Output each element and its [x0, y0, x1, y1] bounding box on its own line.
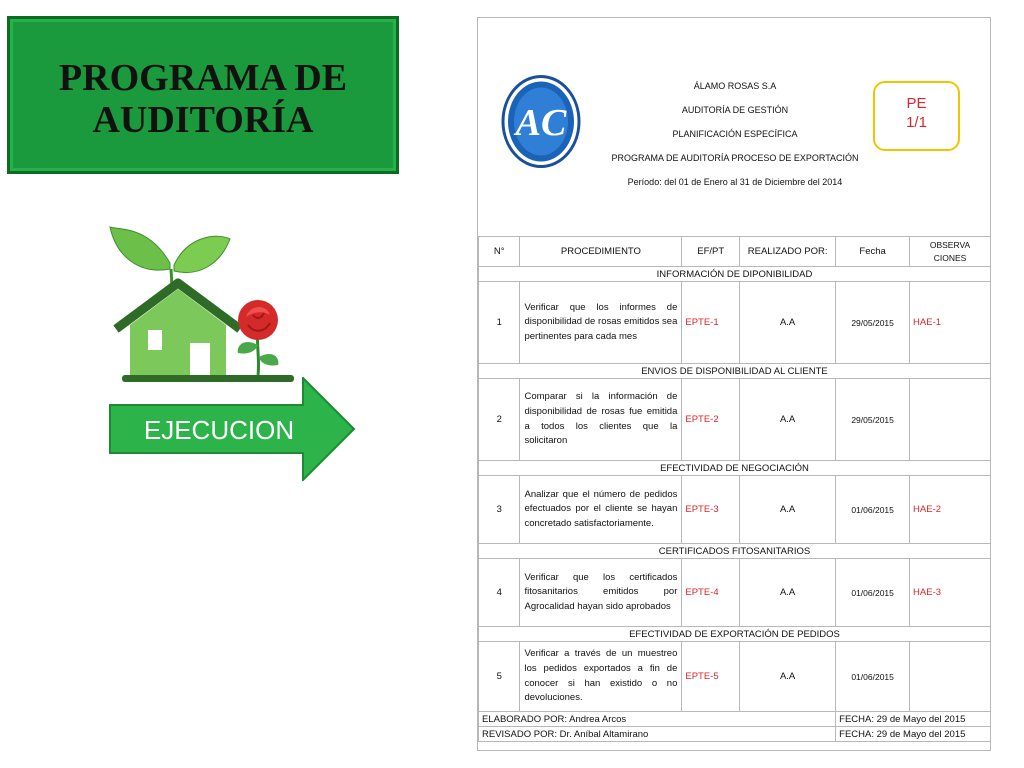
page-code-box: [873, 81, 960, 151]
audit-table: [478, 236, 991, 742]
row-efpt: EPTE-3: [682, 476, 740, 544]
row-done-by: A.A: [740, 379, 836, 461]
footer-row-prepared: [479, 712, 991, 727]
pe-page: 1/1: [906, 114, 927, 131]
section-title: EFECTIVIDAD DE EXPORTACIÓN DE PEDIDOS: [479, 627, 991, 642]
row-observation: [910, 379, 991, 461]
row-efpt: EPTE-1: [682, 282, 740, 364]
section-row: [479, 544, 991, 559]
row-date: 01/06/2015: [836, 642, 910, 712]
row-procedure: Verificar a través de un muestreo los pedidos exportados a fin de conocer si han existido o no devoluciones.: [520, 642, 682, 712]
row-done-by: A.A: [740, 559, 836, 627]
table-row: [479, 379, 991, 461]
header-procedure: PROCEDIMIENTO: [520, 237, 682, 267]
header-obs-line1: OBSERVA: [929, 239, 971, 250]
row-done-by: A.A: [740, 642, 836, 712]
row-num: 5: [479, 642, 520, 712]
row-date: 01/06/2015: [836, 476, 910, 544]
row-num: 2: [479, 379, 520, 461]
row-num: 3: [479, 476, 520, 544]
row-num: 4: [479, 559, 520, 627]
row-efpt: EPTE-4: [682, 559, 740, 627]
header-done-by: REALIZADO POR:: [740, 237, 836, 267]
section-row: [479, 461, 991, 476]
section-title: INFORMACIÓN DE DIPONIBILIDAD: [479, 267, 991, 282]
header-efpt: EF/PT: [682, 237, 740, 267]
company-logo: [501, 75, 581, 168]
table-header-row: [479, 237, 991, 267]
pe-code: PE: [906, 95, 927, 112]
header-observations: [910, 237, 991, 267]
row-observation: HAE-3: [910, 559, 991, 627]
table-row: [479, 476, 991, 544]
row-efpt: EPTE-2: [682, 379, 740, 461]
row-done-by: A.A: [740, 282, 836, 364]
header-obs-line2: CIONES: [933, 252, 967, 263]
page-title: [10, 57, 396, 141]
program-label: PROGRAMA DE AUDITORÍA PROCESO DE EXPORTACIÓN: [611, 153, 859, 163]
section-title: CERTIFICADOS FITOSANITARIOS: [479, 544, 991, 559]
section-row: [479, 627, 991, 642]
section-title: EFECTIVIDAD DE NEGOCIACIÓN: [479, 461, 991, 476]
section-title: ENVIOS DE DISPONIBILIDAD AL CLIENTE: [479, 364, 991, 379]
row-observation: [910, 642, 991, 712]
footer-row-reviewed: [479, 727, 991, 742]
row-procedure: Verificar que los certificados fitosanitarios emitidos por Agrocalidad hayan sido aprobados: [520, 559, 682, 627]
prepared-by: ELABORADO POR: Andrea Arcos: [479, 712, 836, 727]
eco-house-rose-icon: [108, 225, 298, 395]
reviewed-by: REVISADO POR: Dr. Aníbal Altamirano: [479, 727, 836, 742]
row-procedure: Verificar que los informes de disponibilidad de rosas emitidos sea pertinentes para cada mes: [520, 282, 682, 364]
row-procedure: Analizar que el número de pedidos efectuados por el cliente se hayan concretado satisfactoriamente.: [520, 476, 682, 544]
section-row: [479, 364, 991, 379]
header-num: N°: [479, 237, 520, 267]
row-date: 01/06/2015: [836, 559, 910, 627]
row-num: 1: [479, 282, 520, 364]
row-date: 29/05/2015: [836, 282, 910, 364]
title-line-1: PROGRAMA DE: [58, 57, 348, 99]
logo-text: AC: [515, 102, 567, 144]
title-banner: [7, 16, 399, 174]
prepared-date: FECHA: 29 de Mayo del 2015: [836, 712, 991, 727]
header-date: Fecha: [836, 237, 910, 267]
audit-type: AUDITORÍA DE GESTIÓN: [681, 105, 789, 115]
row-observation: HAE-1: [910, 282, 991, 364]
planning-label: PLANIFICACIÓN ESPECÍFICA: [672, 129, 798, 139]
section-row: [479, 267, 991, 282]
row-done-by: A.A: [740, 476, 836, 544]
reviewed-date: FECHA: 29 de Mayo del 2015: [836, 727, 991, 742]
row-procedure: Comparar si la información de disponibilidad de rosas fue emitida a todos los clientes que la solicitaron: [520, 379, 682, 461]
title-line-2: AUDITORÍA: [92, 99, 314, 141]
ejecucion-label: EJECUCION: [143, 415, 295, 445]
period-label: Período: del 01 de Enero al 31 de Diciembre del 2014: [627, 177, 843, 187]
table-row: [479, 642, 991, 712]
table-row: [479, 559, 991, 627]
table-row: [479, 282, 991, 364]
row-observation: HAE-2: [910, 476, 991, 544]
row-efpt: EPTE-5: [682, 642, 740, 712]
company-name: ÁLAMO ROSAS S.A: [693, 81, 777, 91]
row-date: 29/05/2015: [836, 379, 910, 461]
